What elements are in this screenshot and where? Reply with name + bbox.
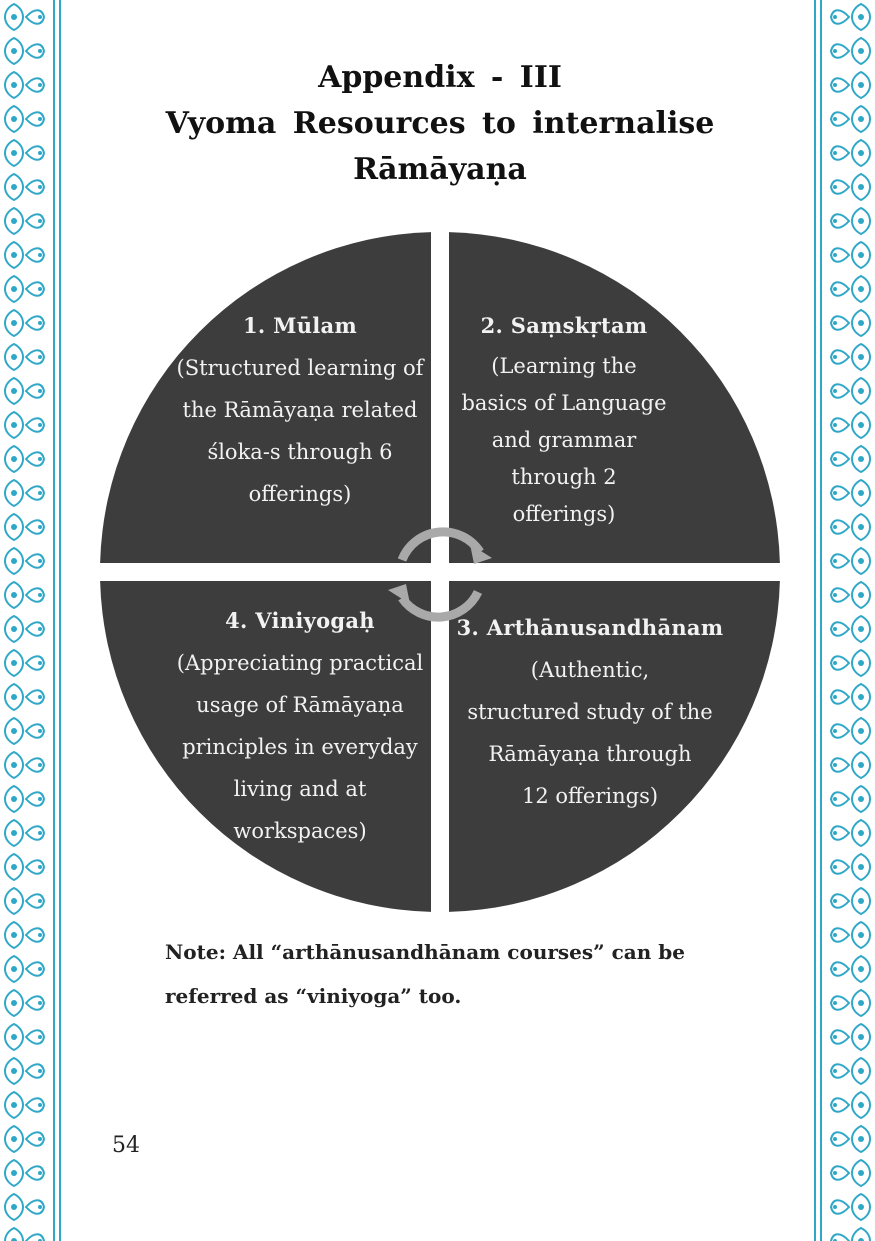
page-title bbox=[120, 55, 760, 193]
quadrant-1-line: the Rāmāyaṇa related bbox=[182, 398, 418, 422]
quadrant-4-heading: 4. Viniyogaḥ bbox=[225, 608, 375, 633]
quadrant-3-line: Rāmāyaṇa through bbox=[488, 742, 692, 766]
quadrant-3-line: structured study of the bbox=[467, 700, 713, 724]
quadrant-1-line: (Structured learning of bbox=[176, 356, 424, 380]
quadrant-4-line: principles in everyday bbox=[182, 735, 418, 759]
title-line-3: Rāmāyaṇa bbox=[353, 152, 527, 187]
quadrant-1-line: offerings) bbox=[248, 482, 352, 506]
quadrant-2-line: (Learning the bbox=[491, 354, 637, 378]
title-line-1: Appendix - III bbox=[318, 60, 562, 95]
quadrant-1-line: śloka-s through 6 bbox=[207, 440, 393, 464]
note-line-1: Note: All “arthānusandhānam courses” can be bbox=[165, 940, 685, 964]
quadrant-1-heading: 1. Mūlam bbox=[243, 313, 357, 338]
left-ornamental-border bbox=[0, 0, 64, 1241]
quadrant-2-line: and grammar bbox=[491, 428, 637, 452]
quadrant-3-text bbox=[450, 607, 730, 817]
note-line-2: referred as “viniyoga” too. bbox=[165, 984, 462, 1008]
quadrant-3-line: (Authentic, bbox=[530, 658, 650, 682]
title-line-2: Vyoma Resources to internalise bbox=[165, 106, 715, 141]
note-paragraph bbox=[165, 930, 765, 1018]
quadrant-4-line: usage of Rāmāyaṇa bbox=[196, 693, 404, 717]
quadrant-1-text bbox=[160, 305, 440, 515]
quadrant-4-line: living and at bbox=[233, 777, 367, 801]
quadrant-4-line: (Appreciating practical bbox=[176, 651, 424, 675]
quadrant-2-text bbox=[448, 307, 680, 533]
page-number: 54 bbox=[112, 1133, 140, 1158]
quadrant-2-line: through 2 bbox=[511, 465, 617, 489]
quadrant-3-line: 12 offerings) bbox=[521, 784, 659, 808]
quadrant-2-heading: 2. Saṃskṛtam bbox=[480, 313, 648, 338]
quadrant-3-heading: 3. Arthānusandhānam bbox=[456, 615, 724, 640]
quadrant-2-line: offerings) bbox=[512, 502, 616, 526]
quadrant-4-text bbox=[160, 600, 440, 852]
quadrant-4-line: workspaces) bbox=[233, 819, 367, 843]
quadrant-2-line: basics of Language bbox=[461, 391, 667, 415]
right-ornamental-border bbox=[811, 0, 875, 1241]
